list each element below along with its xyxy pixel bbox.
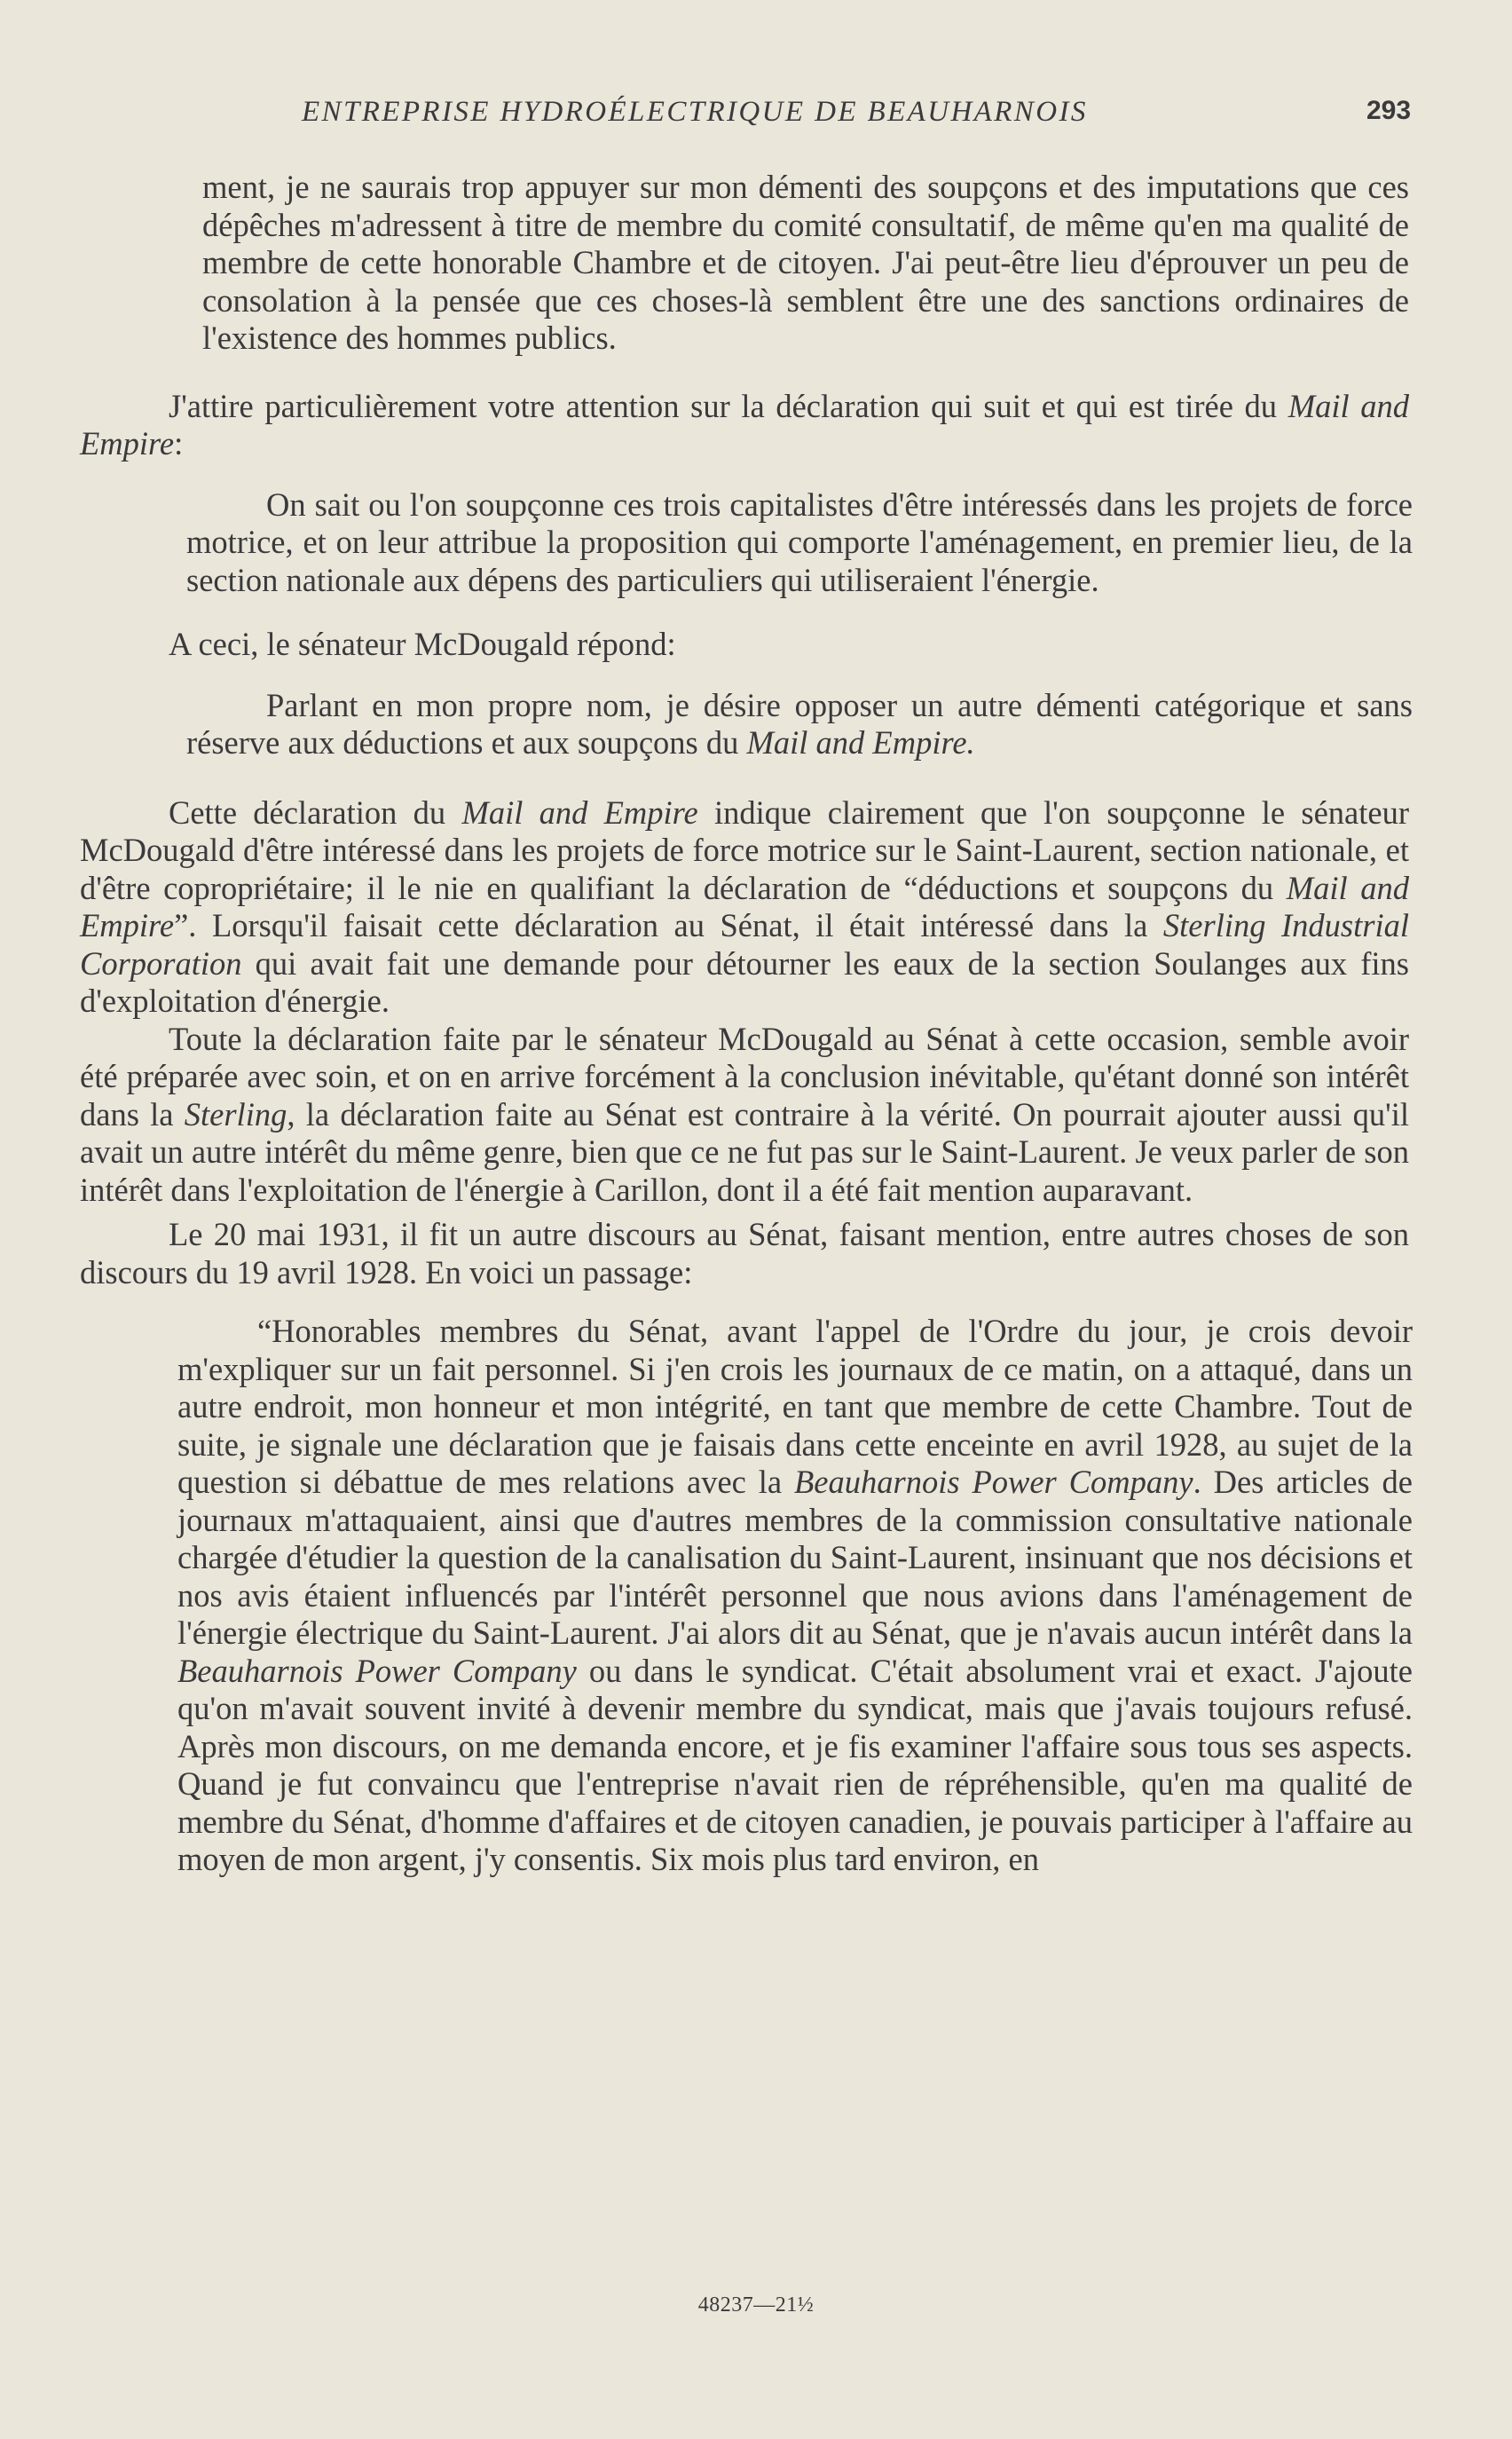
paragraph-text: qui avait fait une demande pour détourner les eaux de la section Soulanges aux fins d'exploitation d'énergie. — [80, 944, 1409, 1019]
paragraph-response — [80, 626, 1409, 664]
paragraph-text: A ceci, le sénateur McDougald répond: — [169, 626, 676, 662]
quote-text: On sait ou l'on soupçonne ces trois capitalistes d'être intéressés dans les projets de force motrice, et on leur attribue la proposition qui comporte l'aménagement, en premier lieu, de la section nationale aux dépens des particuliers qui utiliseraient l'énergie. — [186, 485, 1413, 598]
paragraph-text: Cette déclaration du — [169, 793, 462, 831]
newspaper-name: Mail and Empire — [80, 387, 1409, 462]
quote-text: “Honorables membres du Sénat, avant l'appel de l'Ordre du jour, je crois devoir m'expliquer sur un fait personnel. Si j'en crois les journaux de ce matin, on a attaqué, dans un autre endroit, mon honneur et mon intégrité, en tant que membre de cette Chambre. Tout de suite, je signale une déclaration que je faisais dans cette enceinte en avril 1928, au sujet de la question si débattue de mes relations avec la — [177, 1313, 1413, 1500]
newspaper-name: Mail and Empire — [80, 869, 1410, 943]
page-number: 293 — [1366, 96, 1412, 125]
paragraph-speech-intro — [80, 1216, 1409, 1291]
paragraph-text: ”. Lorsqu'il faisait cette déclaration au Sénat, il était intéressé dans la — [174, 907, 1163, 943]
paragraph-continuation — [80, 169, 1409, 358]
paragraph-text: J'attire particulièrement votre attention sur la déclaration qui suit et qui est tirée du — [169, 387, 1288, 424]
paragraph-text: : — [174, 425, 184, 462]
quote-text: Parlant en mon propre nom, je désire opposer un autre démenti catégorique et sans réserve aux déductions et aux soupçons du — [186, 686, 1413, 761]
quote-declaration — [186, 486, 1413, 600]
company-name: Beauharnois Power Company — [794, 1464, 1193, 1500]
paragraph-text: ment, je ne saurais trop appuyer sur mon démenti des soupçons et des imputations que ces dépêches m'adressent à titre de membre du comité consultatif, de même qu'en ma qualité de membre de cette honorable Chambre et de citoyen. J'ai peut-être lieu d'éprouver un peu de consolation à la pensée que ces choses-là semblent être une des sanctions ordinaires de l'existence des hommes publics. — [202, 169, 1409, 356]
paragraph-text: , la déclaration faite au Sénat est contraire à la vérité. On pourrait ajouter aussi qu'il avait un autre intérêt du même genre, bien que ce ne fut pas sur le Saint-Laurent. Je veux parler de son intérêt dans l'exploitation de l'énergie à Carillon, dont il a été fait mention auparavant. — [80, 1095, 1409, 1208]
page-header — [0, 96, 1512, 140]
quote-text: ou dans le syndicat. C'était absolument vrai et exact. J'ajoute qu'on m'avait souvent invité à devenir membre du syndicat, mais que j'avais toujours refusé. Après mon discours, on me demanda encore, et je fis examiner l'affaire sous tous ses aspects. Quand je fut convaincu que l'entreprise n'avait rien de répréhensible, qu'en ma qualité de membre du Sénat, d'homme d'affaires et de citoyen canadien, je pouvais participer à l'affaire au moyen de mon argent, j'y consentis. Six mois plus tard environ, en — [177, 1652, 1413, 1877]
paragraph-attention — [80, 388, 1409, 463]
quote-response — [186, 687, 1413, 762]
running-title: ENTREPRISE HYDROÉLECTRIQUE DE BEAUHARNOIS — [302, 96, 1088, 128]
company-name: Beauharnois Power Company — [177, 1652, 577, 1689]
paragraph-conclusion — [80, 1021, 1409, 1210]
newspaper-name: Mail and Empire. — [746, 724, 975, 761]
quote-speech — [177, 1313, 1413, 1879]
paragraph-text: indique clairement que l'on soupçonne le sénateur McDougald d'être intéressé dans les projets de force motrice sur le Saint-Laurent, section nationale, et d'être copropriétaire; il le nie en qualifiant la déclaration de “déductions et soupçons du — [80, 793, 1409, 906]
company-name: Sterling Industrial Corporation — [80, 907, 1409, 982]
page-body — [0, 169, 1512, 1879]
paragraph-analysis — [80, 794, 1409, 1021]
company-name: Sterling — [184, 1095, 287, 1133]
newspaper-name: Mail and Empire — [461, 793, 698, 831]
printer-signature-code: 48237—21½ — [697, 2293, 815, 2317]
paragraph-text: Toute la déclaration faite par le sénateur McDougald au Sénat à cette occasion, semble avoir été préparée avec soin, et on en arrive forcément à la conclusion inévitable, qu'étant donné son intérêt dans la — [80, 1020, 1409, 1133]
quote-text: . Des articles de journaux m'attaquaient, ainsi que d'autres membres de la commission consultative nationale chargée d'étudier la question de la canalisation du Saint-Laurent, insinuant que nos décisions et nos avis étaient influencés par l'intérêt personnel que nous avions dans l'aménagement de l'énergie électrique du Saint-Laurent. J'ai alors dit au Sénat, que je n'avais aucun intérêt dans la — [177, 1464, 1413, 1651]
paragraph-text: Le 20 mai 1931, il fit un autre discours au Sénat, faisant mention, entre autres choses de son discours du 19 avril 1928. En voici un passage: — [80, 1216, 1409, 1291]
